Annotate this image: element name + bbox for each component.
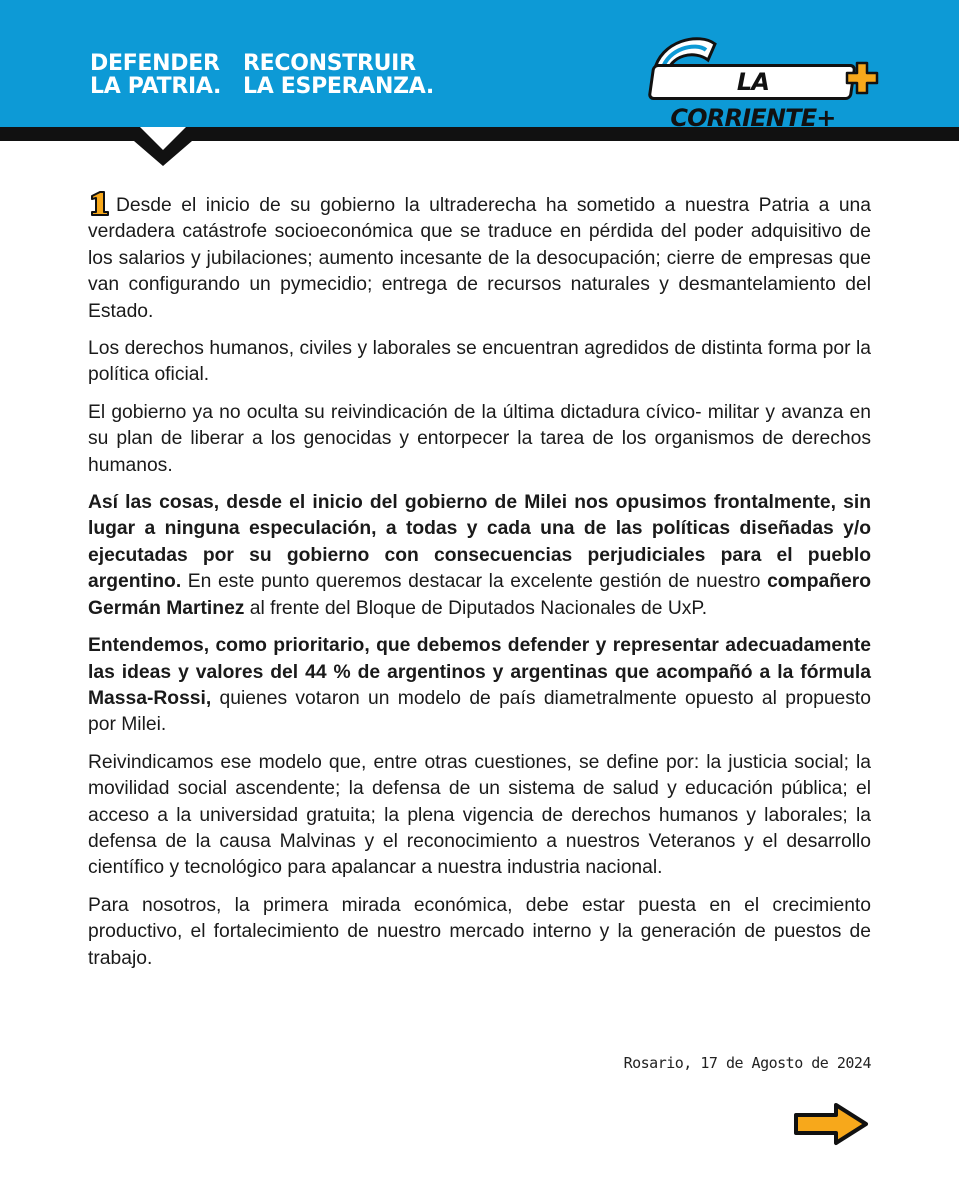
paragraph-3: El gobierno ya no oculta su reivindicación de la última dictadura cívico- militar y avanza en su plan de liberar a los genocidas y entorpecer la tarea de los organismos de derechos humanos. (88, 401, 871, 476)
statement-body (88, 190, 871, 983)
paragraph-2: Los derechos humanos, civiles y laborales se encuentran agredidos de distinta forma por la política oficial. (88, 338, 871, 386)
slogan-line: LA ESPERANZA. (243, 74, 434, 99)
paragraph-5 (88, 633, 871, 739)
highlighted-name: compañero Germán Martinez (88, 571, 871, 619)
paragraph-text: Desde el inicio de su gobierno la ultraderecha ha sometido a nuestra Patria a una verdadera catástrofe socioeconómica que se traduce en pérdida del poder adquisitivo de los salarios y jubilaciones; aumento incesante de la desocupación; cierre de empresas que van configurando un pymecidio; entrega de recursos naturales y desmantelamiento del Estado. (88, 195, 871, 322)
arrow-right-icon[interactable] (790, 1100, 872, 1148)
paragraph-7: Para nosotros, la primera mirada económica, debe estar puesta en el crecimiento productivo, el fortalecimiento de nuestro mercado interno y la generación de puestos de trabajo. (88, 894, 871, 969)
paragraph-text: al frente del Bloque de Diputados Nacionales de UxP. (244, 597, 708, 619)
slogan-line: RECONSTRUIR (243, 51, 416, 76)
paragraph-4 (88, 490, 871, 622)
plus-icon (844, 60, 880, 96)
slogan-defender (90, 52, 221, 98)
paragraph-6: Reivindicamos ese modelo que, entre otras cuestiones, se define por: la justicia social; la movilidad social ascendente; la defensa de un sistema de salud y educación pública; el acceso a la universidad gratuita; la plena vigencia de derechos humanos y laborales; la defensa de la causa Malvinas y el reconocimiento a nuestros Veteranos y el desarrollo científico y tecnológico para apalancar a nuestra industria nacional. (88, 751, 871, 879)
logo-text: LA CORRIENTE+ (670, 68, 836, 132)
slogan-line: LA PATRIA. (90, 74, 222, 99)
paragraph-1 (88, 190, 871, 325)
slogan-line: DEFENDER (90, 51, 220, 76)
paragraph-bold-text: Entendemos, como prioritario, que debemos defender y representar adecuadamente las ideas y valores del 44 % de argentinos y argentinas que acompañó a la fórmula Massa-Rossi, (88, 635, 871, 709)
paragraph-text: En este punto queremos destacar la excelente gestión de nuestro (181, 571, 768, 593)
logo (657, 64, 849, 132)
paragraph-text: quienes votaron un modelo de país diametralmente opuesto al propuesto por Milei. (88, 687, 871, 736)
paragraph-bold-text: Así las cosas, desde el inicio del gobierno de Milei nos opusimos frontalmente, sin lugar a ninguna especulación, a todas y cada una de las políticas diseñadas y/o ejecutadas por su gobierno con consecuencias perjudiciales para el pueblo argentino. (88, 492, 871, 593)
number-one-icon (88, 190, 110, 216)
slogan-reconstruir (243, 52, 434, 98)
date-signature: Rosario, 17 de Agosto de 2024 (623, 1054, 871, 1072)
